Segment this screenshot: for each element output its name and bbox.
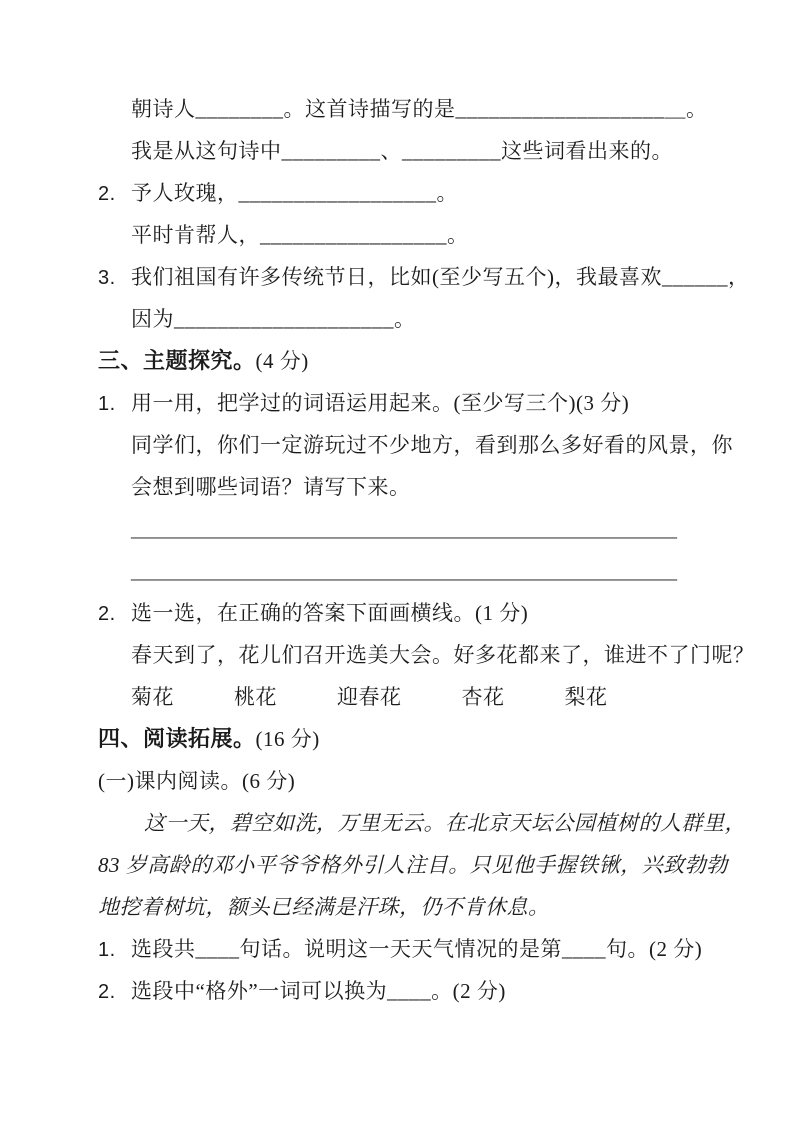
section3-heading xyxy=(98,340,763,382)
item-number: 2. xyxy=(98,981,116,1003)
question3-line2: 因为____________________。 xyxy=(131,307,416,331)
flower-options-row xyxy=(98,676,763,718)
item-number: 2. xyxy=(98,603,116,625)
flower-option-1: 菊花 xyxy=(131,685,174,709)
section3-item1-paragraph-line2: 会想到哪些词语？请写下来。 xyxy=(131,475,411,499)
section3-heading-score: (4 分) xyxy=(255,349,309,373)
section4-heading xyxy=(98,718,763,760)
section3-heading-title: 三、主题探究。 xyxy=(98,348,256,373)
section3-item1-text: 用一用，把学过的词语运用起来。(至少写三个)(3 分) xyxy=(131,391,630,415)
flower-option-2: 桃花 xyxy=(234,685,277,709)
section3-item2 xyxy=(98,592,763,634)
section3-item2-text: 选一选，在正确的答案下面画横线。(1 分) xyxy=(131,601,529,625)
question1-line2: 我是从这句诗中_________、_________这些词看出来的。 xyxy=(131,139,673,163)
section4-heading-score: (16 分) xyxy=(255,727,320,751)
section4-item1-text: 选段共____句话。说明这一天天气情况的是第____句。(2 分) xyxy=(131,937,703,961)
section3-item1 xyxy=(98,382,763,424)
answer-blank-line-1: ____________________________________________________ xyxy=(131,517,677,541)
section4-item2-text: 选段中“格外”一词可以换为____。(2 分) xyxy=(131,979,506,1003)
question2-text: 予人玫瑰，__________________。 xyxy=(131,181,458,205)
flower-option-4: 杏花 xyxy=(461,685,505,709)
question2-line1 xyxy=(98,172,763,214)
section4-item1 xyxy=(98,928,763,970)
item-number: 2. xyxy=(98,183,116,205)
question3-text: 我们祖国有许多传统节日，比如(至少写五个)，我最喜欢______， xyxy=(131,265,750,289)
section3-item1-paragraph-line1: 同学们，你们一定游玩过不少地方，看到那么多好看的风景，你 xyxy=(131,433,733,457)
item-number: 3. xyxy=(98,267,116,289)
question2-line2: 平时肯帮人，_________________。 xyxy=(131,223,469,247)
section3-item2-sentence: 春天到了，花儿们召开选美大会。好多花都来了，谁进不了门呢？ xyxy=(131,643,755,667)
section4-item2 xyxy=(98,970,763,1012)
question3-line1 xyxy=(98,256,763,298)
flower-option-5: 梨花 xyxy=(564,685,608,709)
section4-heading-title: 四、阅读拓展。 xyxy=(98,726,256,751)
passage-line2: 83 岁高龄的邓小平爷爷格外引人注目。只见他手握铁锹，兴致勃勃 xyxy=(98,853,728,877)
item-number: 1. xyxy=(98,939,116,961)
passage-line1: 这一天，碧空如洗，万里无云。在北京天坛公园植树的人群里， xyxy=(144,811,746,835)
passage-line3: 地挖着树坑，额头已经满是汗珠，仍不肯休息。 xyxy=(98,895,550,919)
question1-line1: 朝诗人________。这首诗描写的是___________________＿。 xyxy=(131,97,708,121)
section4-subheading: (一)课内阅读。(6 分) xyxy=(98,769,296,793)
answer-blank-line-2: ____________________________________________________ xyxy=(131,559,677,583)
item-number: 1. xyxy=(98,393,116,415)
flower-option-3: 迎春花 xyxy=(337,685,402,709)
